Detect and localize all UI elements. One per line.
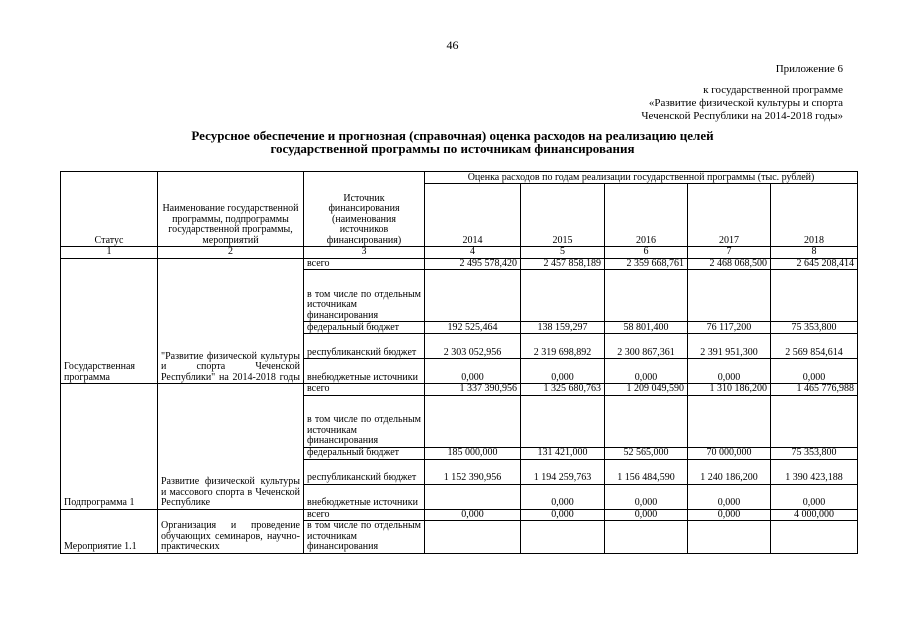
value-cell: 75 353,800: [771, 447, 858, 459]
value-cell: 1 240 186,200: [688, 459, 771, 484]
table-row: [61, 258, 858, 270]
value-cell: 1 209 049,590: [605, 384, 688, 396]
empty-cell: [688, 395, 771, 447]
header-year: 2017: [688, 184, 771, 247]
value-cell: 0,000: [605, 509, 688, 521]
value-cell: 2 300 867,361: [605, 334, 688, 359]
appendix-line-2: «Развитие физической культуры и спорта: [648, 97, 843, 109]
empty-cell: [521, 395, 605, 447]
appendix-line-1: к государственной программе: [703, 84, 843, 96]
value-cell: 2 468 068,500: [688, 258, 771, 270]
value-cell: 1 337 390,956: [425, 384, 521, 396]
value-cell: 0,000: [425, 359, 521, 384]
header-status: Статус: [61, 172, 158, 247]
column-number: 6: [605, 247, 688, 259]
value-cell: 0,000: [688, 484, 771, 509]
value-cell: 2 569 854,614: [771, 334, 858, 359]
value-cell: 185 000,000: [425, 447, 521, 459]
value-cell: 1 310 186,200: [688, 384, 771, 396]
empty-cell: [425, 270, 521, 322]
source-cell: федеральный бюджет: [304, 322, 425, 334]
value-cell: 1 152 390,956: [425, 459, 521, 484]
value-cell: 2 391 951,300: [688, 334, 771, 359]
appendix-line-3: Чеченской Республики на 2014-2018 годы»: [641, 110, 843, 122]
value-cell: 1 465 776,988: [771, 384, 858, 396]
value-cell: 131 421,000: [521, 447, 605, 459]
table-row: [61, 384, 858, 396]
column-number-row: [61, 247, 858, 259]
appendix-reference: [641, 84, 843, 123]
document-title: [0, 129, 905, 155]
source-cell: всего: [304, 384, 425, 396]
empty-cell: [605, 521, 688, 554]
value-cell: 0,000: [521, 484, 605, 509]
column-number: 8: [771, 247, 858, 259]
empty-cell: [425, 395, 521, 447]
value-cell: 0,000: [688, 359, 771, 384]
source-cell: в том числе по отдельным источникам финансирования: [304, 521, 425, 554]
empty-cell: [521, 521, 605, 554]
empty-cell: [605, 395, 688, 447]
empty-cell: [771, 270, 858, 322]
header-row: [61, 172, 858, 184]
document-title-line-2: государственной программы по источникам финансирования: [270, 141, 635, 156]
column-number: 3: [304, 247, 425, 259]
source-cell: всего: [304, 509, 425, 521]
column-number: 1: [61, 247, 158, 259]
source-cell: в том числе по отдельным источникам финансирования: [304, 395, 425, 447]
source-cell: внебюджетные источники: [304, 484, 425, 509]
status-cell: Подпрограмма 1: [61, 384, 158, 510]
header-year: 2018: [771, 184, 858, 247]
empty-cell: [771, 521, 858, 554]
source-cell: внебюджетные источники: [304, 359, 425, 384]
value-cell: 0,000: [771, 359, 858, 384]
value-cell: 70 000,000: [688, 447, 771, 459]
value-cell: 2 359 668,761: [605, 258, 688, 270]
appendix-title: Приложение 6: [775, 63, 843, 75]
value-cell: 0,000: [521, 359, 605, 384]
value-cell: 4 000,000: [771, 509, 858, 521]
document-title-line-1: Ресурсное обеспечение и прогнозная (справочная) оценка расходов на реализацию целей: [191, 128, 714, 143]
empty-cell: [521, 270, 605, 322]
status-cell: Государственная программа: [61, 258, 158, 384]
value-cell: 2 457 858,189: [521, 258, 605, 270]
empty-cell: [688, 270, 771, 322]
value-cell: [425, 484, 521, 509]
value-cell: 1 325 680,763: [521, 384, 605, 396]
header-year: 2014: [425, 184, 521, 247]
value-cell: 0,000: [605, 484, 688, 509]
value-cell: 1 194 259,763: [521, 459, 605, 484]
column-number: 7: [688, 247, 771, 259]
empty-cell: [688, 521, 771, 554]
header-source: Источник финансирования (наименования источников финансирования): [304, 172, 425, 247]
empty-cell: [425, 521, 521, 554]
value-cell: 0,000: [425, 509, 521, 521]
value-cell: 2 303 052,956: [425, 334, 521, 359]
source-cell: республиканский бюджет: [304, 334, 425, 359]
value-cell: 76 117,200: [688, 322, 771, 334]
header-estimate: Оценка расходов по годам реализации государственной программы (тыс. рублей): [425, 172, 858, 184]
column-number: 4: [425, 247, 521, 259]
value-cell: 58 801,400: [605, 322, 688, 334]
header-year: 2016: [605, 184, 688, 247]
source-cell: всего: [304, 258, 425, 270]
name-cell: "Развитие физической культуры и спорта Чеченской Республики" на 2014-2018 годы: [158, 258, 304, 384]
value-cell: 0,000: [771, 484, 858, 509]
budget-table: [60, 171, 858, 554]
name-cell: Развитие физической культуры и массового спорта в Чеченской Республике: [158, 384, 304, 510]
name-cell: Организация и проведение обучающих семинаров, научно-практических: [158, 509, 304, 553]
page-number: 46: [446, 38, 459, 52]
value-cell: 52 565,000: [605, 447, 688, 459]
value-cell: 1 390 423,188: [771, 459, 858, 484]
value-cell: 138 159,297: [521, 322, 605, 334]
source-cell: республиканский бюджет: [304, 459, 425, 484]
value-cell: 0,000: [521, 509, 605, 521]
column-number: 2: [158, 247, 304, 259]
value-cell: 75 353,800: [771, 322, 858, 334]
header-name: Наименование государственной программы, подпрограммы государственной программы, мероприятий: [158, 172, 304, 247]
header-year: 2015: [521, 184, 605, 247]
value-cell: 0,000: [688, 509, 771, 521]
status-cell: Мероприятие 1.1: [61, 509, 158, 553]
empty-cell: [771, 395, 858, 447]
value-cell: 2 645 208,414: [771, 258, 858, 270]
source-cell: в том числе по отдельным источникам финансирования: [304, 270, 425, 322]
table-row: [61, 509, 858, 521]
value-cell: 2 495 578,420: [425, 258, 521, 270]
value-cell: 192 525,464: [425, 322, 521, 334]
value-cell: 2 319 698,892: [521, 334, 605, 359]
value-cell: 1 156 484,590: [605, 459, 688, 484]
value-cell: 0,000: [605, 359, 688, 384]
source-cell: федеральный бюджет: [304, 447, 425, 459]
empty-cell: [605, 270, 688, 322]
column-number: 5: [521, 247, 605, 259]
